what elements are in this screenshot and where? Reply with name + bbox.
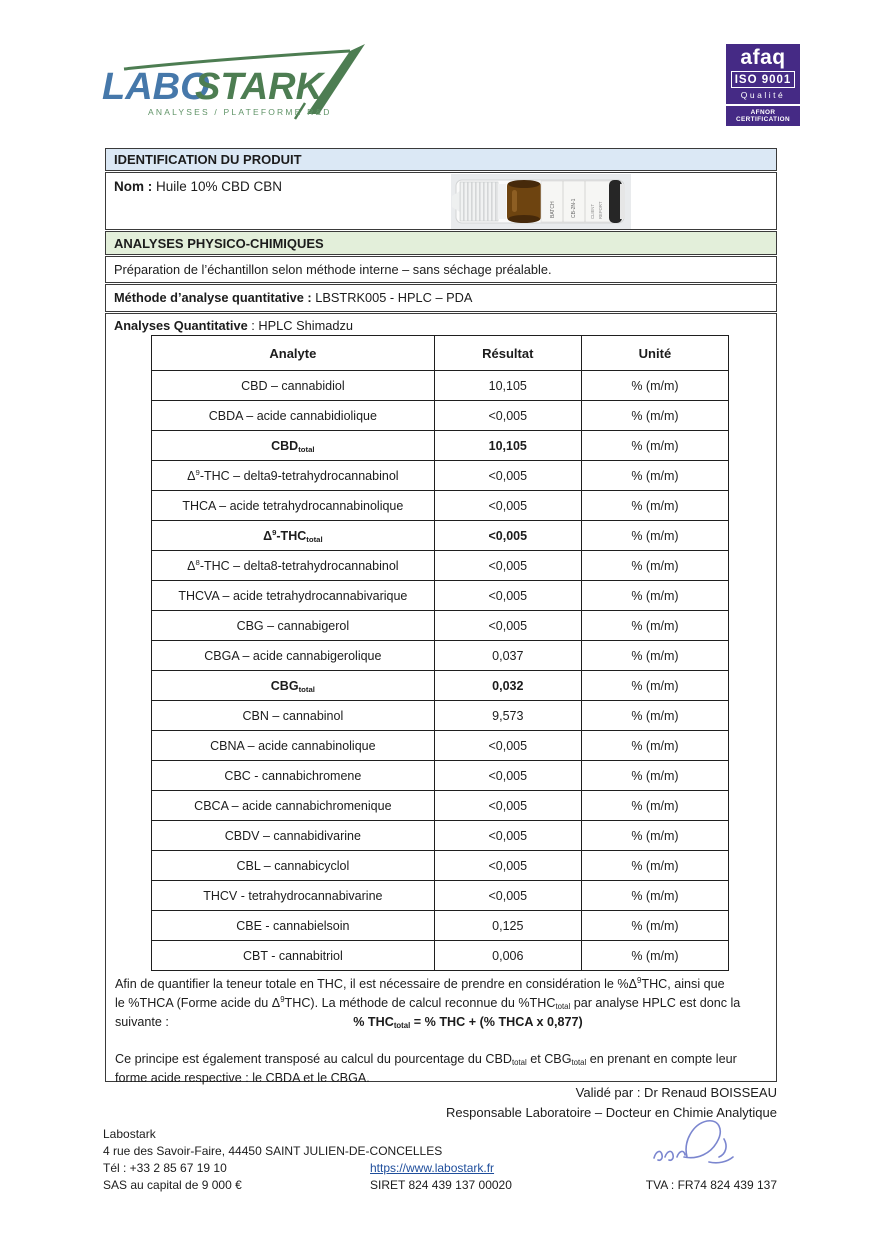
table-row	[152, 491, 729, 521]
oil-window-highlight	[512, 190, 517, 212]
bottle-cap-ribbed	[460, 182, 498, 221]
footer-tva: TVA : FR74 824 439 137	[645, 1178, 777, 1192]
validated-by: Validé par : Dr Renaud BOISSEAU	[575, 1085, 777, 1100]
cell-result: 10,105	[434, 371, 581, 401]
cell-unit: % (m/m)	[581, 671, 728, 701]
cell-analyte: $\Delta^9-THC_{total}$	[152, 521, 435, 551]
product-photo	[451, 174, 631, 229]
cell-result: <0,005	[434, 491, 581, 521]
bottle-base-end	[620, 184, 625, 219]
cell-analyte: CBG – cannabigerol	[152, 611, 435, 641]
cell-unit: % (m/m)	[581, 761, 728, 791]
cell-analyte: CBC - cannabichromene	[152, 761, 435, 791]
cell-unit: % (m/m)	[581, 551, 728, 581]
logo-text-stark: STARK	[195, 66, 324, 108]
cell-unit: % (m/m)	[581, 461, 728, 491]
cell-unit: % (m/m)	[581, 401, 728, 431]
cell-unit: % (m/m)	[581, 521, 728, 551]
afaq-badge-main	[726, 44, 800, 104]
table-row	[152, 731, 729, 761]
cell-unit: % (m/m)	[581, 581, 728, 611]
table-row	[152, 701, 729, 731]
cell-analyte: $\Delta^8$-THC – delta8-tetrahydrocannabinol	[152, 551, 435, 581]
methode-value: LBSTRK005 - HPLC – PDA	[311, 290, 473, 305]
logo-tagline: ANALYSES / PLATEFORME R&D	[148, 107, 332, 117]
afnor-certification-strip: AFNOR CERTIFICATION	[726, 106, 800, 126]
cell-result: <0,005	[434, 821, 581, 851]
validator-title: Responsable Laboratoire – Docteur en Chimie Analytique	[446, 1105, 777, 1120]
physico-section-header	[105, 231, 777, 255]
footer-capital: SAS au capital de 9 000 €	[103, 1178, 242, 1192]
labostark-logo	[98, 40, 378, 122]
cell-result: 10,105	[434, 431, 581, 461]
identification-title: IDENTIFICATION DU PRODUIT	[114, 152, 302, 167]
cell-unit: % (m/m)	[581, 701, 728, 731]
preparation-row	[105, 256, 777, 283]
cell-unit: % (m/m)	[581, 851, 728, 881]
cell-analyte: CBDV – cannabidivarine	[152, 821, 435, 851]
nom-label: Nom :	[114, 179, 153, 194]
table-row	[152, 641, 729, 671]
table-row	[152, 821, 729, 851]
cell-analyte: CBT - cannabitriol	[152, 941, 435, 971]
table-row	[152, 911, 729, 941]
cell-result: <0,005	[434, 461, 581, 491]
signature-scribble	[648, 1116, 738, 1171]
cell-result: 0,125	[434, 911, 581, 941]
cell-unit: % (m/m)	[581, 611, 728, 641]
table-row	[152, 881, 729, 911]
cell-result: <0,005	[434, 581, 581, 611]
cell-unit: % (m/m)	[581, 911, 728, 941]
bottle-neck-ring	[498, 184, 506, 219]
cell-unit: % (m/m)	[581, 821, 728, 851]
qualite-label: Qualité	[740, 90, 786, 100]
formula-line	[115, 1013, 767, 1032]
cell-analyte: $\Delta^9$-THC – delta9-tetrahydrocannabinol	[152, 461, 435, 491]
identification-section-header	[105, 148, 777, 171]
oil-window-shadow-top	[508, 180, 540, 188]
cell-analyte: THCA – acide tetrahydrocannabinolique	[152, 491, 435, 521]
cell-unit: % (m/m)	[581, 791, 728, 821]
table-header-row	[152, 336, 729, 371]
table-row	[152, 371, 729, 401]
nom-value: Huile 10% CBD CBN	[152, 179, 283, 194]
cell-analyte: CBN – cannabinol	[152, 701, 435, 731]
afaq-iso9001-badge	[726, 44, 800, 126]
cell-unit: % (m/m)	[581, 731, 728, 761]
header-resultat: Résultat	[434, 336, 581, 371]
analysis-table-body	[152, 371, 729, 971]
footer-siret: SIRET 824 439 137 00020	[370, 1178, 512, 1192]
cell-unit: % (m/m)	[581, 881, 728, 911]
label-text-batch: BATCH	[550, 201, 556, 218]
cell-analyte: CBD – cannabidiol	[152, 371, 435, 401]
cell-analyte: CBL – cannabicyclol	[152, 851, 435, 881]
note-line-1: Afin de quantifier la teneur totale en THC, il est nécessaire de prendre en considération le $\%\Delta^9THC$, ainsi que	[115, 975, 725, 991]
table-row	[152, 551, 729, 581]
header-unite: Unité	[581, 336, 728, 371]
table-row	[152, 851, 729, 881]
analysis-table	[151, 335, 729, 971]
table-row	[152, 941, 729, 971]
cell-unit: % (m/m)	[581, 641, 728, 671]
cell-unit: % (m/m)	[581, 371, 728, 401]
cell-analyte: CBE - cannabielsoin	[152, 911, 435, 941]
afaq-brand-text: afaq	[740, 46, 786, 69]
footer-website-link[interactable]: https://www.labostark.fr	[370, 1161, 495, 1175]
cell-unit: % (m/m)	[581, 941, 728, 971]
cell-unit: % (m/m)	[581, 491, 728, 521]
product-name-line	[106, 173, 776, 194]
cell-result: 0,006	[434, 941, 581, 971]
label-text-client: CLIENT	[590, 204, 595, 219]
cell-analyte: CBNA – acide cannabinolique	[152, 731, 435, 761]
cell-analyte: $CBG_{total}$	[152, 671, 435, 701]
note-paragraph-2: Ce principe est également transposé au calcul du pourcentage du $CBD_{total}$ et $CBG_{total}$ en prenant en compte leur forme acide respective : le CBDA et le CBGA.	[115, 1052, 737, 1085]
footer-address: 4 rue des Savoir-Faire, 44450 SAINT JULIEN-DE-CONCELLES	[103, 1144, 443, 1158]
cell-result: <0,005	[434, 731, 581, 761]
table-row	[152, 401, 729, 431]
table-row	[152, 461, 729, 491]
footer-telephone: Tél : +33 2 85 67 19 10	[103, 1161, 227, 1175]
methode-label: Méthode d’analyse quantitative :	[114, 290, 312, 305]
table-row	[152, 581, 729, 611]
table-row	[152, 671, 729, 701]
preparation-text: Préparation de l’échantillon selon méthode interne – sans séchage préalable.	[114, 262, 552, 277]
cell-result: <0,005	[434, 851, 581, 881]
cell-result: <0,005	[434, 881, 581, 911]
label-text-lot: CB-2N-1	[571, 198, 577, 218]
cell-result: 0,032	[434, 671, 581, 701]
cell-analyte: $CBD_{total}$	[152, 431, 435, 461]
quant-label: Analyses Quantitative	[114, 318, 248, 333]
header-analyte: Analyte	[152, 336, 435, 371]
cell-result: 9,573	[434, 701, 581, 731]
thc-total-formula: % $THC_{total}$ = % THC + (% THCA x 0,877)	[353, 1015, 583, 1031]
cell-analyte: CBCA – acide cannabichromenique	[152, 791, 435, 821]
cell-result: <0,005	[434, 791, 581, 821]
methode-row	[105, 284, 777, 312]
logo-text-labo: LABO	[102, 66, 210, 108]
iso-9001-label: ISO 9001	[731, 71, 795, 88]
note-line-2: le %THCA (Forme acide du $\Delta^9THC$). La méthode de calcul reconnue du $\%THC_{total}$ par analyse HPLC est donc la	[115, 994, 741, 1012]
footer-company: Labostark	[103, 1127, 156, 1141]
table-row	[152, 431, 729, 461]
cell-unit: % (m/m)	[581, 431, 728, 461]
suivante-label: suivante :	[115, 1015, 169, 1029]
product-name-row	[105, 172, 777, 230]
cell-analyte: THCVA – acide tetrahydrocannabivarique	[152, 581, 435, 611]
quant-value: : HPLC Shimadzu	[247, 318, 353, 333]
physico-title: ANALYSES PHYSICO-CHIMIQUES	[114, 235, 324, 251]
table-row	[152, 611, 729, 641]
quantitative-line	[106, 314, 776, 333]
cell-result: <0,005	[434, 611, 581, 641]
cell-analyte: THCV - tetrahydrocannabivarine	[152, 881, 435, 911]
table-row	[152, 521, 729, 551]
cell-analyte: CBGA – acide cannabigerolique	[152, 641, 435, 671]
cell-result: <0,005	[434, 761, 581, 791]
cell-result: <0,005	[434, 551, 581, 581]
cell-result: <0,005	[434, 401, 581, 431]
analysis-section	[105, 313, 777, 1085]
notes-block	[106, 971, 776, 1088]
table-row	[152, 761, 729, 791]
oil-window-shadow-bottom	[508, 215, 540, 223]
cell-analyte: CBDA – acide cannabidiolique	[152, 401, 435, 431]
table-row	[152, 791, 729, 821]
cell-result: <0,005	[434, 521, 581, 551]
cell-result: 0,037	[434, 641, 581, 671]
label-text-report: REPORT	[598, 201, 603, 219]
methode-line	[106, 285, 776, 305]
